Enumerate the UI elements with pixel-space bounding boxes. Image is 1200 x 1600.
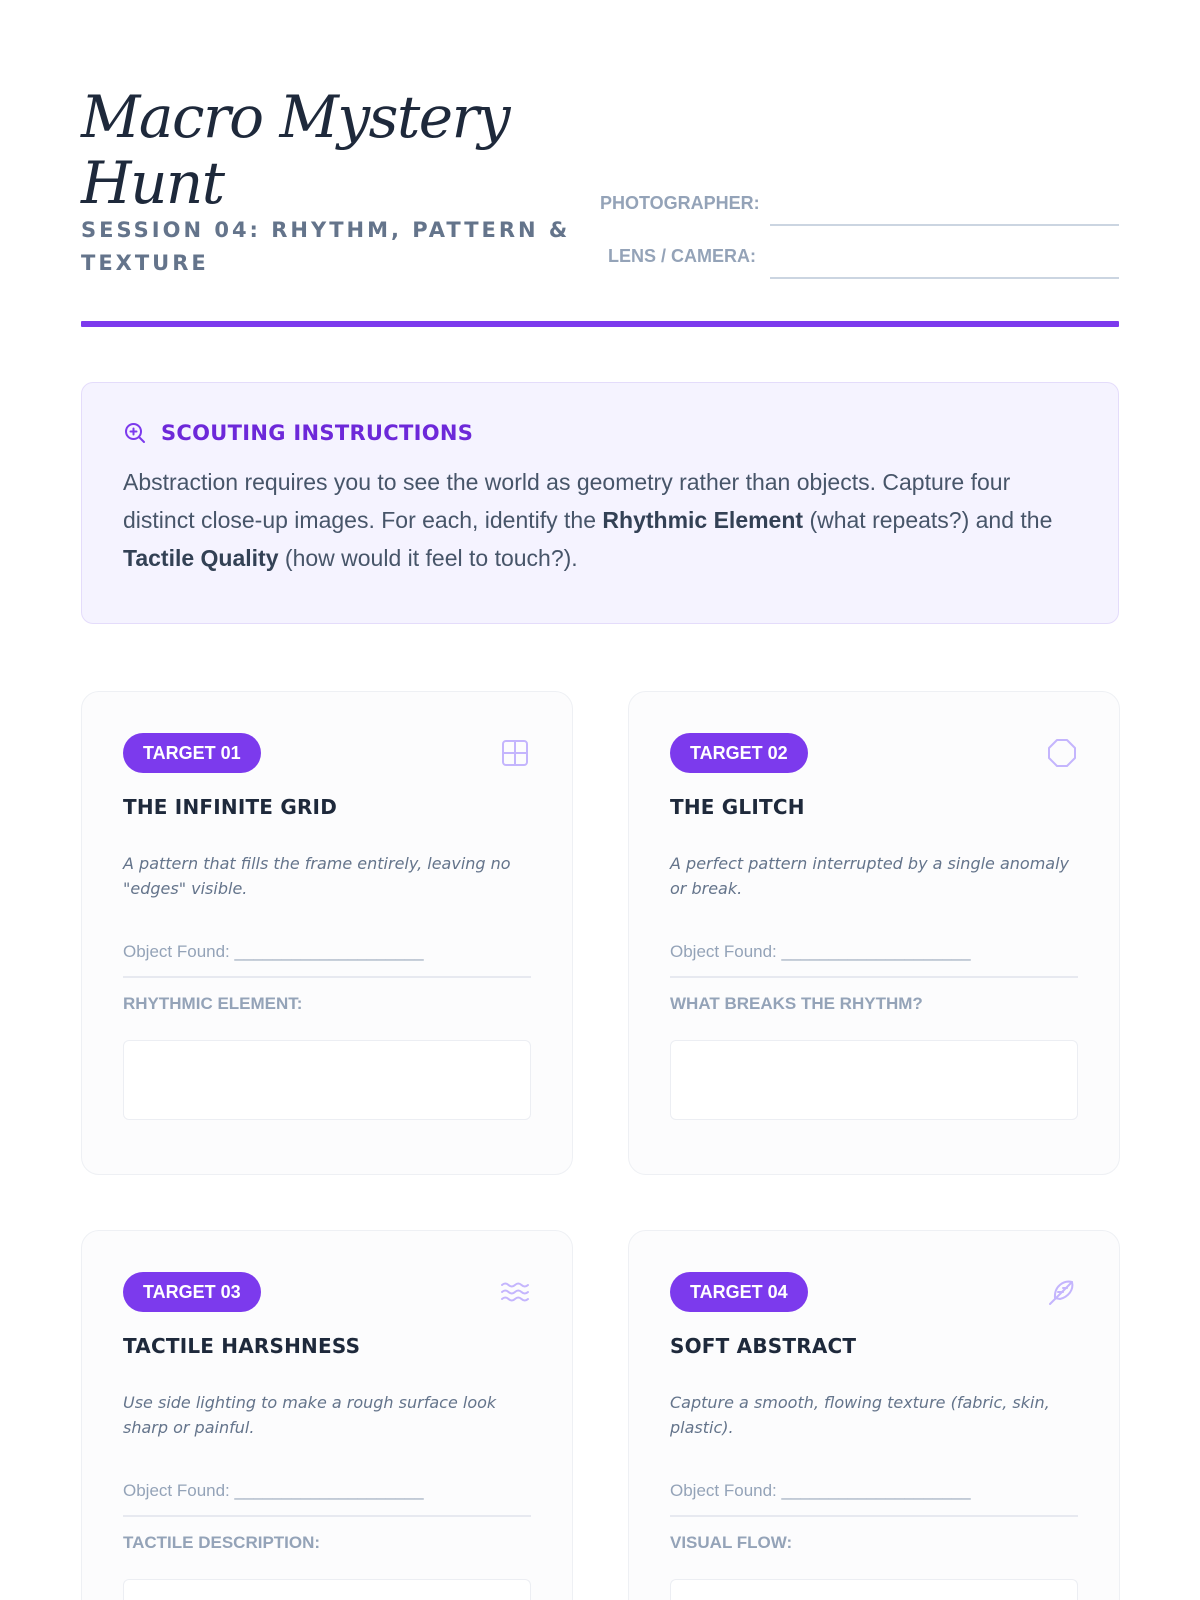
target-card [628,1230,1120,1600]
instructions-text [123,463,1077,577]
target-card [628,691,1120,1175]
object-found-field[interactable]: Object Found: ____________________ [123,942,531,978]
answer-box[interactable] [123,1579,531,1600]
answer-label: RHYTHMIC ELEMENT: [123,994,303,1013]
card-header [670,1272,1078,1312]
lens-camera-field[interactable] [770,237,1119,279]
card-header [670,733,1078,773]
session-subtitle: SESSION 04: RHYTHM, PATTERN & TEXTURE [81,218,571,275]
target-badge: TARGET 02 [670,733,808,773]
info-fields [600,186,1119,292]
target-card [81,691,573,1175]
target-description: Capture a smooth, flowing texture (fabric, skin, plastic). [670,1393,1050,1437]
card-header [123,1272,531,1312]
card-header [123,733,531,773]
target-title: THE INFINITE GRID [123,795,337,819]
lens-camera-label: LENS / CAMERA: [608,246,756,266]
waves-icon [499,1276,531,1308]
instructions-text-part: (how would it feel to touch?). [278,545,578,571]
octagon-icon [1046,737,1078,769]
answer-box[interactable] [123,1040,531,1120]
answer-label: WHAT BREAKS THE RHYTHM? [670,994,923,1013]
object-found-field[interactable]: Object Found: ____________________ [123,1481,531,1517]
rhythmic-element-term: Rhythmic Element [602,507,804,533]
photographer-row [600,186,1119,226]
target-description: A pattern that fills the frame entirely, leaving no "edges" visible. [123,854,511,898]
zoom-in-icon [123,421,147,445]
target-badge: TARGET 03 [123,1272,261,1312]
target-description: Use side lighting to make a rough surface look sharp or painful. [123,1393,497,1437]
page-title: Macro Mystery Hunt [81,83,510,217]
answer-box[interactable] [670,1040,1078,1120]
header-divider [81,321,1119,327]
target-title: THE GLITCH [670,795,805,819]
target-badge: TARGET 04 [670,1272,808,1312]
tactile-quality-term: Tactile Quality [123,545,279,571]
answer-box[interactable] [670,1579,1078,1600]
instructions-text-part: Abstraction requires you to see the world as geometry rather than objects. Capture four distinct close-up images. For each, identify the [123,469,1011,533]
instructions-text-part: (what repeats?) and the [803,507,1053,533]
instructions-title: SCOUTING INSTRUCTIONS [161,421,474,445]
object-found-field[interactable]: Object Found: ____________________ [670,1481,1078,1517]
object-found-field[interactable]: Object Found: ____________________ [670,942,1078,978]
instructions-box [81,382,1119,624]
target-title: TACTILE HARSHNESS [123,1334,361,1358]
grid-icon [499,737,531,769]
photographer-field[interactable] [770,184,1119,226]
photographer-label: PHOTOGRAPHER: [600,193,760,213]
target-title: SOFT ABSTRACT [670,1334,857,1358]
target-grid [81,691,1119,1600]
worksheet-header [81,0,1119,327]
lens-camera-row [600,239,1119,279]
answer-label: VISUAL FLOW: [670,1533,793,1552]
target-description: A perfect pattern interrupted by a single anomaly or break. [670,854,1070,898]
target-badge: TARGET 01 [123,733,261,773]
answer-label: TACTILE DESCRIPTION: [123,1533,321,1552]
instructions-heading [123,421,1077,445]
feather-icon [1046,1276,1078,1308]
target-card [81,1230,573,1600]
